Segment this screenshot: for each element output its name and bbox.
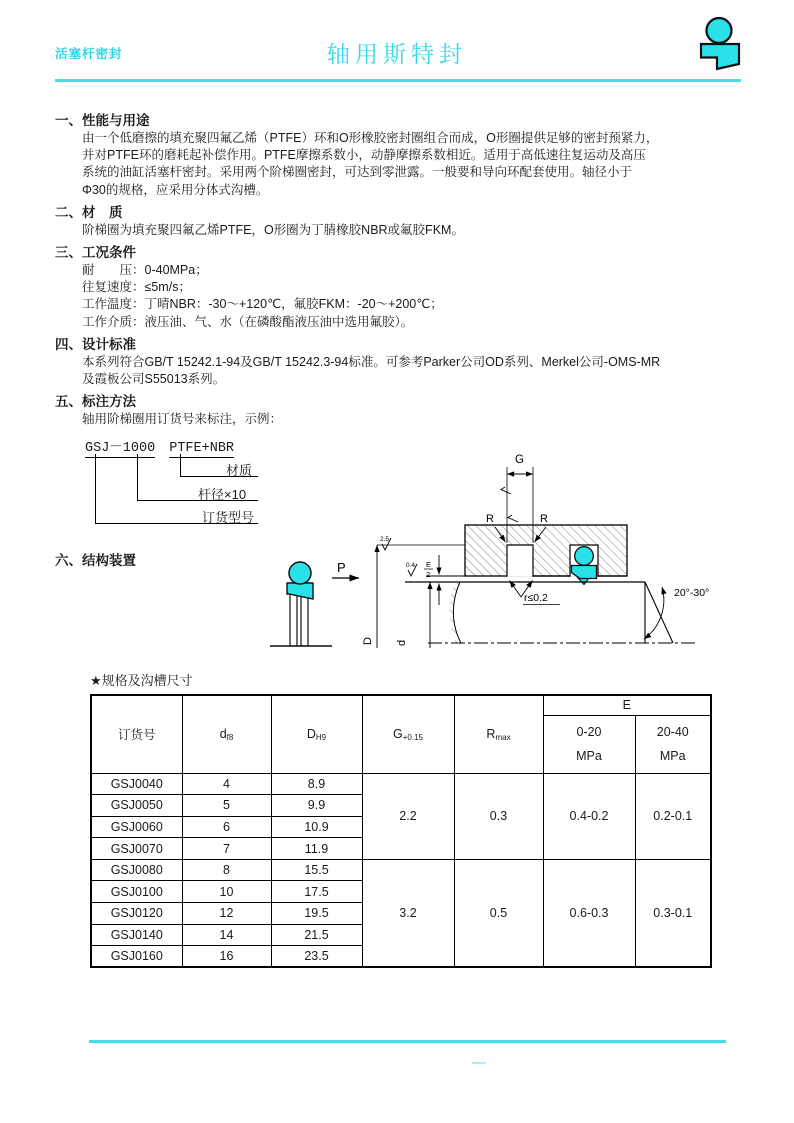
groove-diameter-label: D xyxy=(362,637,374,645)
order-no-cell: GSJ0050 xyxy=(91,795,182,817)
table-row xyxy=(91,859,711,881)
section-body xyxy=(82,222,750,239)
section-heading: 二、材 质 xyxy=(55,205,123,221)
roughness-mark xyxy=(508,515,518,522)
body-line: 本系列符合GB/T 15242.1-94及GB/T 15242.3-94标准。可参考Parker公司OD系列、Merkel公司-OMS-MR xyxy=(82,354,661,369)
page-title: 轴用斯特封 xyxy=(327,41,467,67)
section-heading: 一、性能与用途 xyxy=(55,113,150,128)
chamfer-angle-label: 20°-30° xyxy=(674,587,710,599)
corner-radius-label: R xyxy=(540,513,548,525)
text-sections xyxy=(55,112,750,428)
order-no-cell: GSJ0080 xyxy=(91,859,182,881)
body-line: 系统的油缸活塞杆密封。采用两个阶梯圈密封，可达到零泄露。一般要和导向环配套使用。轴径小于 xyxy=(82,165,633,180)
section-body xyxy=(82,354,750,389)
order-no-cell: GSJ0120 xyxy=(91,903,182,925)
body-line: 工作温度：丁晴NBR：-30～+120℃，氟胶FKM：-20～+200℃； xyxy=(82,297,443,312)
logo-oring-icon xyxy=(707,18,732,43)
page-number-mark xyxy=(472,1062,486,1064)
label-rod-diameter: 杆径×10 xyxy=(198,487,247,502)
D-H9-cell: 10.9 xyxy=(271,816,362,838)
header-category: 活塞杆密封 xyxy=(55,47,123,61)
d-f8-cell: 12 xyxy=(182,903,271,925)
body-line: 轴用阶梯圈用订货号来标注，示例： xyxy=(82,411,283,426)
spec-table-container xyxy=(90,694,712,968)
col-header-G: $G_{+0.15}$ xyxy=(362,695,454,773)
col-header-e-low: 0-20 MPa xyxy=(543,715,635,773)
body-line: 耐 压：0-40MPa； xyxy=(82,262,208,277)
D-H9-cell: 19.5 xyxy=(271,903,362,925)
order-no-cell: GSJ0140 xyxy=(91,924,182,946)
ordering-code-number: GSJ－1000 xyxy=(85,441,156,456)
D-H9-cell: 8.9 xyxy=(271,773,362,795)
body-line: 及霞板公司S55013系列。 xyxy=(82,372,226,387)
section-body xyxy=(82,262,750,332)
seal-profile-icon xyxy=(270,562,332,646)
clearance-label-denominator: 2 xyxy=(426,570,431,579)
d-f8-cell: 8 xyxy=(182,859,271,881)
label-material: 材质 xyxy=(226,463,253,478)
groove-width-label: G xyxy=(515,454,524,466)
d-f8-cell: 16 xyxy=(182,946,271,968)
shaft-chamfer xyxy=(645,582,673,643)
roughness-mark xyxy=(501,487,511,494)
pressure-label: P xyxy=(337,560,346,575)
groove-cross-section-drawing xyxy=(258,443,788,678)
roughness-symbol-housing xyxy=(380,536,391,550)
logo-ring-icon xyxy=(701,44,739,69)
groove-corner-radius-label: r≤0.2 xyxy=(524,592,548,604)
footer-rule xyxy=(89,1040,726,1043)
order-no-cell: GSJ0070 xyxy=(91,838,182,860)
svg-text:0.4: 0.4 xyxy=(406,562,416,569)
section-heading: 六、结构装置 xyxy=(55,553,136,568)
order-no-cell: GSJ0060 xyxy=(91,816,182,838)
D-H9-cell: 9.9 xyxy=(271,795,362,817)
body-line: 往复速度：≤5m/s； xyxy=(82,279,191,294)
corner-radius-label: R xyxy=(486,513,494,525)
svg-text:2.5: 2.5 xyxy=(380,536,390,543)
section-body xyxy=(82,130,750,200)
col-header-R: $R_{max}$ xyxy=(454,695,543,773)
groove-cavity xyxy=(507,545,533,577)
housing-block xyxy=(465,525,627,576)
section-heading: 五、标注方法 xyxy=(55,394,136,410)
col-header-d: $d_{f8}$ xyxy=(182,695,271,773)
d-f8-cell: 10 xyxy=(182,881,271,903)
order-no-cell: GSJ0160 xyxy=(91,946,182,968)
col-header-e-high: 20-40 MPa xyxy=(635,715,711,773)
body-line: Φ30的规格，应采用分体式沟槽。 xyxy=(82,182,269,197)
oring-icon xyxy=(289,562,311,584)
spec-table xyxy=(90,694,712,968)
col-header-D: $D_{H9}$ xyxy=(271,695,362,773)
d-f8-cell: 7 xyxy=(182,838,271,860)
rmax-cell: 0.5 xyxy=(454,859,543,967)
g-cell: 2.2 xyxy=(362,773,454,859)
e-high-cell: 0.2-0.1 xyxy=(635,773,711,859)
installed-seal xyxy=(572,547,597,585)
order-no-cell: GSJ0040 xyxy=(91,773,182,795)
header-rule xyxy=(55,79,741,82)
body-line: 由一个低磨擦的填充聚四氟乙烯（PTFE）环和O形橡胶密封圈组合而成，O形圈提供足够的密封预紧力， xyxy=(82,130,659,145)
col-header-E: E xyxy=(543,695,711,715)
g-cell: 3.2 xyxy=(362,859,454,967)
d-f8-cell: 5 xyxy=(182,795,271,817)
D-H9-cell: 11.9 xyxy=(271,838,362,860)
d-f8-cell: 14 xyxy=(182,924,271,946)
section-heading: 四、设计标准 xyxy=(55,337,136,353)
table-row xyxy=(91,773,711,795)
e-low-cell: 0.6-0.3 xyxy=(543,859,635,967)
e-low-cell: 0.4-0.2 xyxy=(543,773,635,859)
d-f8-cell: 4 xyxy=(182,773,271,795)
section-heading: 三、工况条件 xyxy=(55,245,136,261)
rod-diameter-label: d xyxy=(396,639,408,646)
e-high-cell: 0.3-0.1 xyxy=(635,859,711,967)
D-H9-cell: 15.5 xyxy=(271,859,362,881)
rmax-cell: 0.3 xyxy=(454,773,543,859)
shaft-break-hatch xyxy=(450,582,461,643)
clearance-label-numerator: E xyxy=(426,560,432,569)
order-no-cell: GSJ0100 xyxy=(91,881,182,903)
ordering-code xyxy=(85,435,234,456)
spec-table-title: ★规格及沟槽尺寸 xyxy=(90,673,193,688)
D-H9-cell: 17.5 xyxy=(271,881,362,903)
col-header-order: 订货号 xyxy=(91,695,182,773)
body-line: 工作介质：液压油、气、水（在磷酸酯液压油中选用氟胶）。 xyxy=(82,314,414,329)
ordering-code-material: PTFE+NBR xyxy=(169,441,235,456)
D-H9-cell: 23.5 xyxy=(271,946,362,968)
body-line: 并对PTFE环的磨耗起补偿作用。PTFE摩擦系数小，动静摩擦系数相近。适用于高低速往复运动及高压 xyxy=(82,147,646,162)
roughness-symbol-shaft xyxy=(406,562,417,576)
body-line: 阶梯圈为填充聚四氟乙烯PTFE，O形圈为丁腈橡胶NBR或氟胶FKM。 xyxy=(82,222,464,237)
D-H9-cell: 21.5 xyxy=(271,924,362,946)
brand-seal-icon xyxy=(692,16,746,74)
spec-table-body xyxy=(91,773,711,967)
section-body xyxy=(82,411,750,428)
d-f8-cell: 6 xyxy=(182,816,271,838)
installed-oring-icon xyxy=(575,547,594,566)
label-order-type: 订货型号 xyxy=(202,510,255,525)
